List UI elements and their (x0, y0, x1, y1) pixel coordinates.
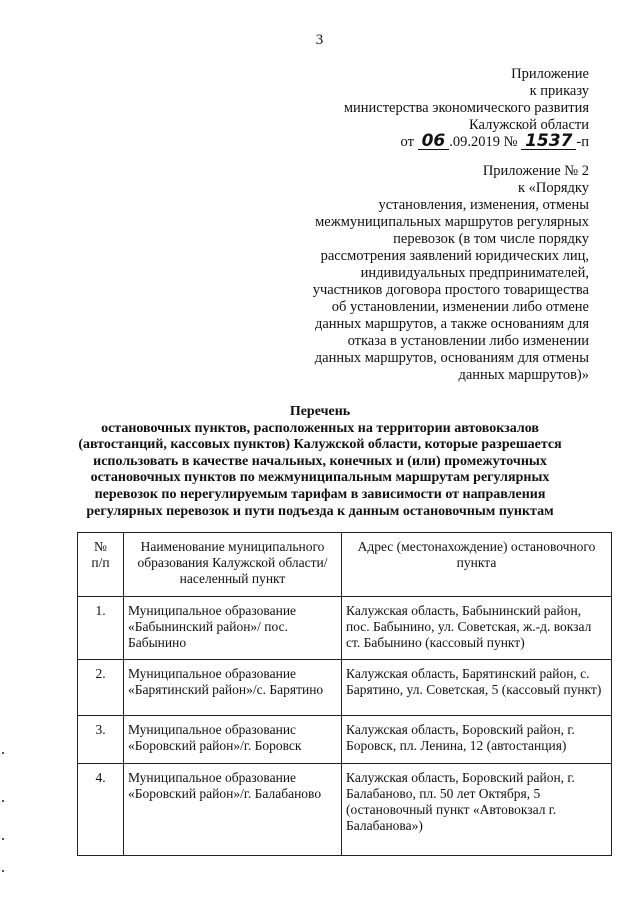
row-number: 2. (78, 660, 124, 716)
handwritten-order-number: 1537 (521, 134, 576, 150)
appendix2-line: межмуниципальных маршрутов регулярных (315, 214, 589, 230)
appendix-line: к приказу (529, 83, 589, 99)
appendix2-line: Приложение № 2 (482, 163, 589, 179)
appendix2-line: участников договора простого товарищества (312, 282, 589, 298)
title-line: остановочных пунктов, расположенных на территории автовокзалов (101, 420, 539, 436)
title-line: регулярных перевозок и пути подъезда к данным остановочным пунктам (86, 503, 554, 519)
header-number: № п/п (78, 533, 124, 597)
appendix2-line: данных маршрутов)» (458, 367, 589, 383)
appendix-line: Калужской области (469, 117, 589, 133)
title-line: (автостанций, кассовых пунктов) Калужской области, которые разрешается (78, 437, 562, 453)
header-municipality: Наименование муниципального образования Калужской области/населенный пункт (124, 533, 342, 597)
row-number: 4. (78, 764, 124, 856)
order-suffix: -п (576, 134, 589, 150)
row-address: Калужская область, Барятинский район, с. Барятино, ул. Советская, 5 (кассовый пункт) (342, 660, 612, 716)
title-line: остановочных пунктов по межмуниципальным маршрутам регулярных (90, 470, 550, 486)
appendix-header (344, 66, 589, 151)
row-municipality: Муниципальное образованис «Боровский район»/г. Боровск (124, 716, 342, 764)
page-number: 3 (315, 32, 324, 48)
table-row (78, 716, 612, 764)
appendix2-line: установления, изменения, отмены (378, 197, 589, 213)
date-prefix: от (400, 134, 414, 150)
table-row (78, 660, 612, 716)
row-municipality: Муниципальное образование «Бабынинский район»/ пос. Бабынино (124, 597, 342, 660)
scan-mark (2, 752, 4, 754)
title-line: использовать в качестве начальных, конечных и (или) промежуточных (93, 453, 547, 469)
row-address: Калужская область, Боровский район, г. Боровск, пл. Ленина, 12 (автостанция) (342, 716, 612, 764)
appendix2-line: данных маршрутов, основаниям для отмены (314, 350, 589, 366)
title-line: Перечень (289, 404, 351, 419)
row-municipality: Муниципальное образование «Барятинский район»/с. Барятино (124, 660, 342, 716)
table-row (78, 597, 612, 660)
stops-table (77, 532, 612, 856)
appendix-line: министерства экономического развития (343, 100, 589, 116)
row-number: 1. (78, 597, 124, 660)
appendix2-line: рассмотрения заявлений юридических лиц, (320, 248, 589, 264)
scan-mark (2, 838, 4, 840)
handwritten-day: 06 (418, 134, 450, 150)
scan-mark (2, 800, 4, 802)
order-date-line (344, 131, 589, 151)
header-address: Адрес (местонахождение) остановочного пункта (342, 533, 612, 597)
appendix-2-block (313, 163, 589, 384)
title-line: перевозок по нерегулируемым тарифам в зависимости от направления (94, 486, 546, 502)
row-address: Калужская область, Бабынинский район, пос. Бабынино, ул. Советская, ж.-д. вокзал ст. Бабынино (кассовый пункт) (342, 597, 612, 660)
row-number: 3. (78, 716, 124, 764)
appendix2-line: индивидуальных предпринимателей, (360, 265, 589, 281)
scan-mark (2, 870, 4, 872)
table-row (78, 764, 612, 856)
appendix2-line: перевозок (в том числе порядку (393, 231, 589, 247)
date-rest: .09.2019 № (449, 134, 518, 150)
appendix2-line: данных маршрутов, а также основаниям для (314, 316, 589, 332)
appendix2-line: к «Порядку (517, 180, 589, 196)
appendix-line: Приложение (511, 66, 589, 82)
row-municipality: Муниципальное образование «Боровский район»/г. Балабаново (124, 764, 342, 856)
table-header-row (78, 533, 612, 597)
row-address: Калужская область, Боровский район, г. Балабаново, пл. 50 лет Октября, 5 (остановочный пункт «Автовокзал г. Балабанова») (342, 764, 612, 856)
document-title (40, 404, 600, 520)
appendix2-line: об установлении, изменении либо отмене (331, 299, 589, 315)
appendix2-line: отказа в установлении либо изменении (347, 333, 589, 349)
